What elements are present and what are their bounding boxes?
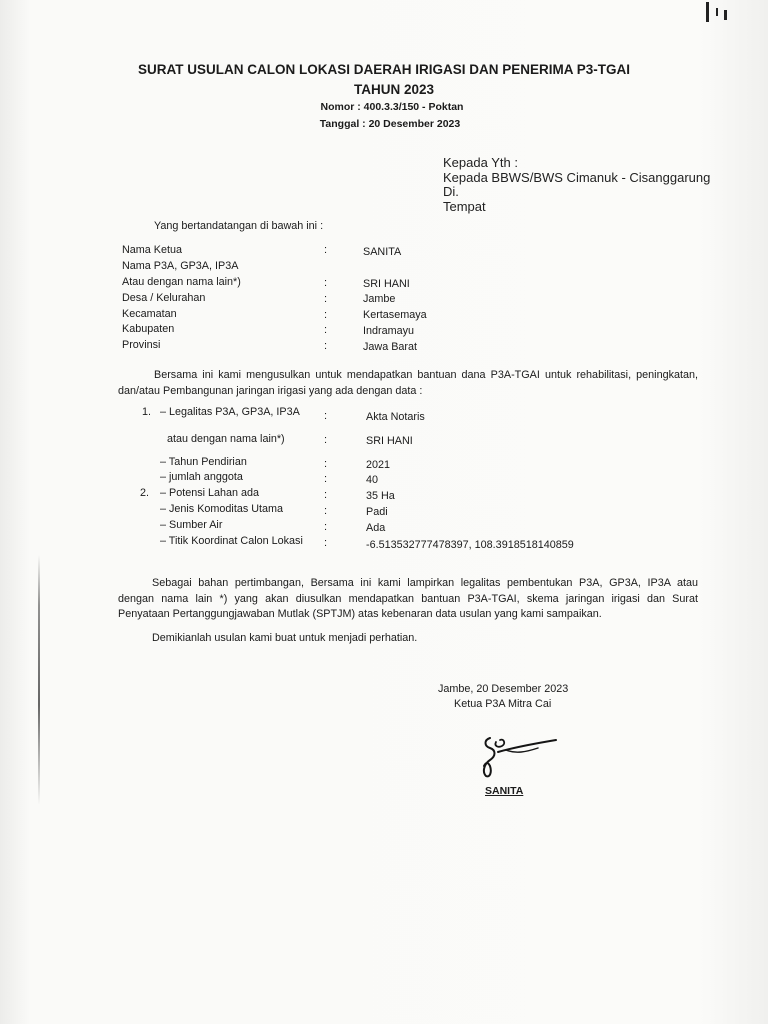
label-kecamatan: Kecamatan (122, 308, 177, 320)
colon: : (324, 473, 328, 485)
value-nama-ketua: SANITA (363, 246, 402, 258)
paragraph-line: Bersama ini kami mengusulkan untuk mendapatkan bantuan dana P3A-TGAI untuk rehabilitasi, peningkatan, (154, 369, 698, 381)
value-kecamatan: Kertasemaya (363, 309, 427, 321)
paragraph-line: Sebagai bahan pertimbangan, Bersama ini kami lampirkan legalitas pembentukan P3A, GP3A, IP3A atau (152, 577, 698, 589)
colon: : (324, 521, 328, 533)
handwritten-signature (476, 732, 558, 784)
colon: : (324, 309, 328, 321)
colon: : (324, 505, 328, 517)
colon: : (324, 410, 328, 422)
value-jumlah-anggota: 40 (366, 474, 379, 486)
colon: : (324, 434, 328, 446)
letter-year: TAHUN 2023 (353, 82, 435, 97)
paragraph-line: dengan nama lain *) yang akan diusulkan mendapatkan bantuan P3A-TGAI, skema jaringan irigasi dan Surat (118, 592, 698, 605)
label-komoditas: – Jenis Komoditas Utama (160, 503, 284, 515)
body-paragraph-2 (118, 576, 698, 623)
body-paragraph-1 (118, 368, 698, 399)
value-potensi-lahan: 35 Ha (366, 490, 395, 502)
label-sumber-air: – Sumber Air (160, 519, 223, 531)
colon: : (324, 277, 328, 289)
value-provinsi: Jawa Barat (363, 341, 418, 353)
value-nama-lain-2: SRI HANI (366, 435, 413, 447)
value-tahun-pendirian: 2021 (366, 459, 391, 471)
value-kabupaten: Indramayu (363, 325, 415, 337)
label-nama-lain: Atau dengan nama lain*) (122, 276, 241, 288)
value-titik-koordinat: -6.513532777478397, 108.3918518140859 (366, 539, 574, 551)
label-titik-koordinat: – Titik Koordinat Calon Lokasi (160, 535, 303, 547)
colon: : (324, 324, 328, 336)
paragraph-line: dan/atau Pembangunan jaringan irigasi yang ada dengan data : (118, 384, 423, 397)
value-nama-lain: SRI HANI (363, 278, 410, 290)
recipient-greeting: Kepada Yth : (443, 155, 518, 170)
label-provinsi: Provinsi (122, 339, 161, 351)
item-number-1: 1. (142, 406, 152, 418)
label-nama-ketua: Nama Ketua (122, 244, 183, 256)
letter-date: Tanggal : 20 Desember 2023 (319, 118, 461, 130)
colon: : (324, 340, 328, 352)
recipient-name: Kepada BBWS/BWS Cimanuk - Cisanggarung (443, 169, 711, 185)
colon: : (324, 244, 328, 256)
value-legalitas: Akta Notaris (366, 411, 425, 423)
closing-text: Demikianlah usulan kami buat untuk menjadi perhatian. (152, 632, 418, 644)
corner-pen-mark (702, 2, 732, 24)
value-sumber-air: Ada (366, 522, 386, 534)
label-desa: Desa / Kelurahan (122, 292, 206, 304)
scan-edge-shadow (38, 555, 40, 805)
recipient-di: Di. (443, 184, 459, 199)
letter-title: SURAT USULAN CALON LOKASI DAERAH IRIGASI DAN PENERIMA P3-TGAI (137, 62, 630, 77)
colon: : (324, 537, 328, 549)
recipient-block (443, 156, 710, 214)
signature-position: Ketua P3A Mitra Cai (454, 698, 552, 710)
value-komoditas: Padi (366, 506, 388, 518)
label-nama-p3a: Nama P3A, GP3A, IP3A (122, 260, 239, 272)
label-jumlah-anggota: – jumlah anggota (160, 471, 243, 483)
value-desa: Jambe (363, 293, 396, 305)
label-nama-lain-2: atau dengan nama lain*) (167, 433, 285, 445)
colon: : (324, 489, 328, 501)
recipient-place: Tempat (443, 198, 486, 214)
colon: : (324, 293, 328, 305)
signer-name: SANITA (485, 785, 524, 797)
label-kabupaten: Kabupaten (122, 323, 175, 335)
colon: : (324, 458, 328, 470)
letter-number: Nomor : 400.3.3/150 - Poktan (320, 101, 464, 113)
signature-place-date: Jambe, 20 Desember 2023 (438, 683, 569, 695)
label-legalitas: – Legalitas P3A, GP3A, IP3A (160, 406, 300, 418)
label-tahun-pendirian: – Tahun Pendirian (160, 456, 247, 468)
paragraph-line: Penyataan Pertanggungjawaban Mutlak (SPTJM) atas kebenaran data usulan yang kami sampaikan. (118, 608, 602, 620)
intro-text: Yang bertandatangan di bawah ini : (154, 220, 324, 232)
item-number-2: 2. (140, 487, 150, 499)
label-potensi-lahan: – Potensi Lahan ada (160, 487, 260, 499)
